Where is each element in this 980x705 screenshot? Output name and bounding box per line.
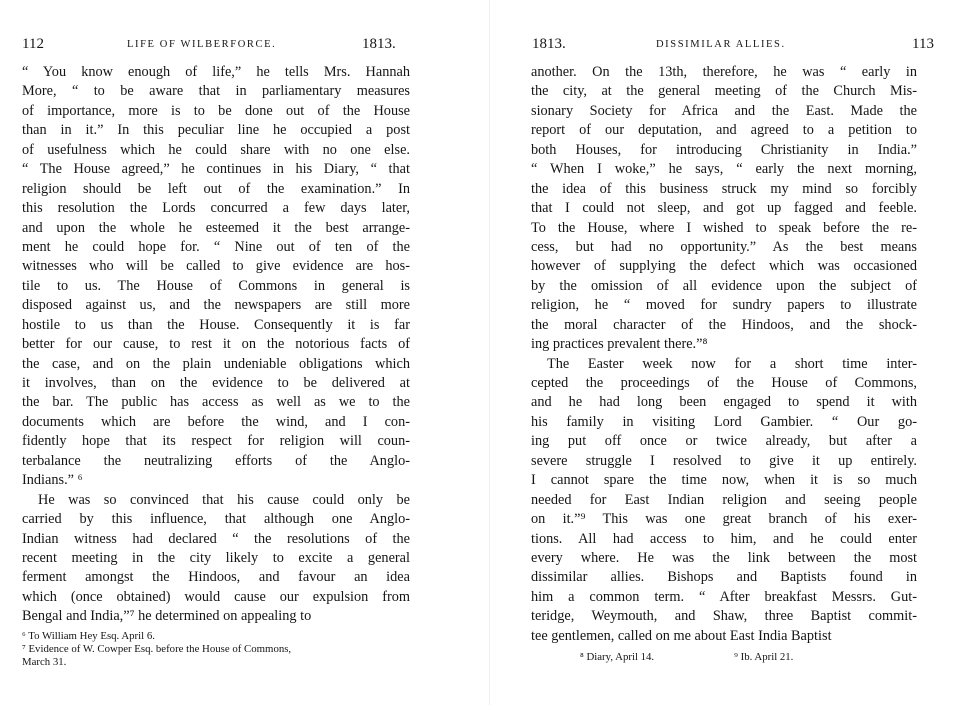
text-line: his family in visiting Lord Gambier. “ Our go- bbox=[531, 413, 917, 430]
text-line: teridge, Weymouth, and Shaw, three Baptist commit- bbox=[531, 608, 917, 625]
right-page-number: 113 bbox=[912, 36, 934, 52]
left-header-year: 1813. bbox=[362, 36, 396, 52]
text-line: recent meeting in the city likely to excite a general bbox=[22, 549, 410, 566]
text-line: fidently hope that its respect for religion will coun- bbox=[22, 433, 410, 450]
text-line: which (once obtained) would cause our expulsion from bbox=[22, 588, 410, 605]
text-line: Indians.” ⁶ bbox=[22, 472, 83, 489]
right-running-title: DISSIMILAR ALLIES. bbox=[656, 39, 786, 50]
text-line: “ When I woke,” he says, “ early the next morning, bbox=[531, 161, 917, 178]
text-line: terbalance the neutralizing efforts of the Anglo- bbox=[22, 452, 410, 469]
text-line: cepted the proceedings of the House of Commons, bbox=[531, 375, 917, 391]
footnote-6: ⁶ To William Hey Esq. April 6. bbox=[22, 630, 155, 642]
text-line: by the omission of all evidence upon the subject of bbox=[531, 277, 917, 294]
text-line: ing practices prevalent there.”⁸ bbox=[531, 336, 708, 353]
text-line: Bengal and India,”⁷ he determined on appealing to bbox=[22, 608, 312, 625]
text-line: this resolution the Lords concurred a few days later, bbox=[22, 200, 410, 217]
text-line: severe struggle I resolved to give it up entirely. bbox=[531, 452, 917, 469]
footnote-7: ⁷ Evidence of W. Cowper Esq. before the House of Commons, bbox=[22, 643, 292, 655]
text-line: the bar. The public has access as well as we to the bbox=[22, 394, 410, 411]
left-footnotes bbox=[22, 630, 412, 669]
text-line: witnesses who will be called to give evidence are hos- bbox=[22, 258, 410, 275]
right-header-year: 1813. bbox=[532, 36, 566, 52]
text-line: cess, but had no opportunity.” As the best means bbox=[531, 238, 917, 255]
text-line: tile to us. The House of Commons in general is bbox=[22, 277, 410, 294]
footnote-7-continued: March 31. bbox=[22, 656, 67, 668]
text-line: the case, and on the plain undeniable obligations which bbox=[22, 355, 410, 372]
text-line: every where. He was the link between the most bbox=[531, 549, 917, 566]
text-line: “ The House agreed,” he continues in his Diary, “ that bbox=[22, 161, 410, 178]
text-line: of usefulness which he could share with no one else. bbox=[22, 141, 410, 158]
text-line: Indian witness had declared “ the resolutions of the bbox=[22, 530, 410, 547]
text-line: documents which are before the wind, and I con- bbox=[22, 413, 410, 430]
text-line: disposed against us, and the newspapers are still more bbox=[22, 297, 410, 314]
text-line: religion, he “ moved for sundry papers to illustrate bbox=[531, 297, 917, 314]
text-line: than in it.” In this peculiar line he occupied a post bbox=[22, 122, 410, 139]
text-line: on it.”⁹ This was one great branch of his exer- bbox=[531, 511, 917, 528]
text-line: religion should be left out of the examination.” In bbox=[22, 180, 410, 197]
text-line: dissimilar allies. Bishops and Baptists found in bbox=[531, 569, 917, 586]
left-running-title: LIFE OF WILBERFORCE. bbox=[127, 39, 277, 50]
text-line: “ You know enough of life,” he tells Mrs. Hannah bbox=[22, 64, 410, 80]
text-line: that I could not sleep, and got up fagged and feeble. bbox=[531, 200, 917, 217]
left-page-header bbox=[22, 33, 412, 55]
left-body-text bbox=[22, 63, 410, 627]
text-line: He was so convinced that his cause could only be bbox=[38, 491, 410, 508]
text-line: the city, at the general meeting of the Church Mis- bbox=[531, 83, 917, 100]
text-line: and upon the whole he esteemed it the best arrange- bbox=[22, 219, 410, 236]
text-line: tee gentlemen, called on me about East India Baptist bbox=[531, 627, 832, 644]
text-line: however of supplying the defect which was occasioned bbox=[531, 258, 917, 275]
text-line: better for our cause, to rest it on the notorious facts of bbox=[22, 336, 410, 353]
right-footnotes bbox=[580, 651, 960, 664]
left-page-number: 112 bbox=[22, 36, 44, 52]
text-line: tions. All had access to him, and he could enter bbox=[531, 530, 917, 547]
text-line: More, “ to be aware that in parliamentary measures bbox=[22, 83, 410, 100]
right-page-header bbox=[532, 33, 952, 55]
text-line: him a common term. “ After breakfast Messrs. Gut- bbox=[531, 588, 917, 605]
text-line: of importance, more is to be done out of the House bbox=[22, 102, 410, 119]
text-line: needed for East Indian religion and seeing people bbox=[531, 491, 917, 508]
text-line: hostile to us than the House. Consequently it is far bbox=[22, 316, 410, 333]
footnote-8: ⁸ Diary, April 14. bbox=[580, 651, 655, 663]
text-line: carried by this influence, that although one Anglo- bbox=[22, 511, 410, 528]
right-body-text bbox=[531, 63, 917, 646]
footnote-9: ⁹ Ib. April 21. bbox=[734, 651, 794, 663]
text-line: both Houses, for introducing Christianity in India.” bbox=[531, 141, 917, 158]
right-page bbox=[490, 0, 980, 705]
text-line: I cannot spare the time now, when it is so much bbox=[531, 472, 917, 489]
text-line: ing put off once or twice already, but after a bbox=[531, 433, 917, 450]
text-line: sionary Society for Africa and the East. Made the bbox=[531, 102, 917, 119]
text-line: The Easter week now for a short time inter- bbox=[547, 355, 917, 372]
text-line: it involves, than on the evidence to be delivered at bbox=[22, 375, 410, 391]
text-line: ment he could hope for. “ Nine out of ten of the bbox=[22, 238, 410, 255]
text-line: the idea of this business struck my mind so forcibly bbox=[531, 180, 917, 197]
text-line: and he had long been engaged to spend it with bbox=[531, 394, 917, 411]
text-line: another. On the 13th, therefore, he was “ early in bbox=[531, 64, 917, 80]
text-line: ferment amongst the Hindoos, and favour an idea bbox=[22, 569, 410, 586]
text-line: the moral character of the Hindoos, and the shock- bbox=[531, 316, 917, 333]
text-line: report of our deputation, and agreed to a petition to bbox=[531, 122, 917, 139]
text-line: To the House, where I wished to speak before the re- bbox=[531, 219, 917, 236]
